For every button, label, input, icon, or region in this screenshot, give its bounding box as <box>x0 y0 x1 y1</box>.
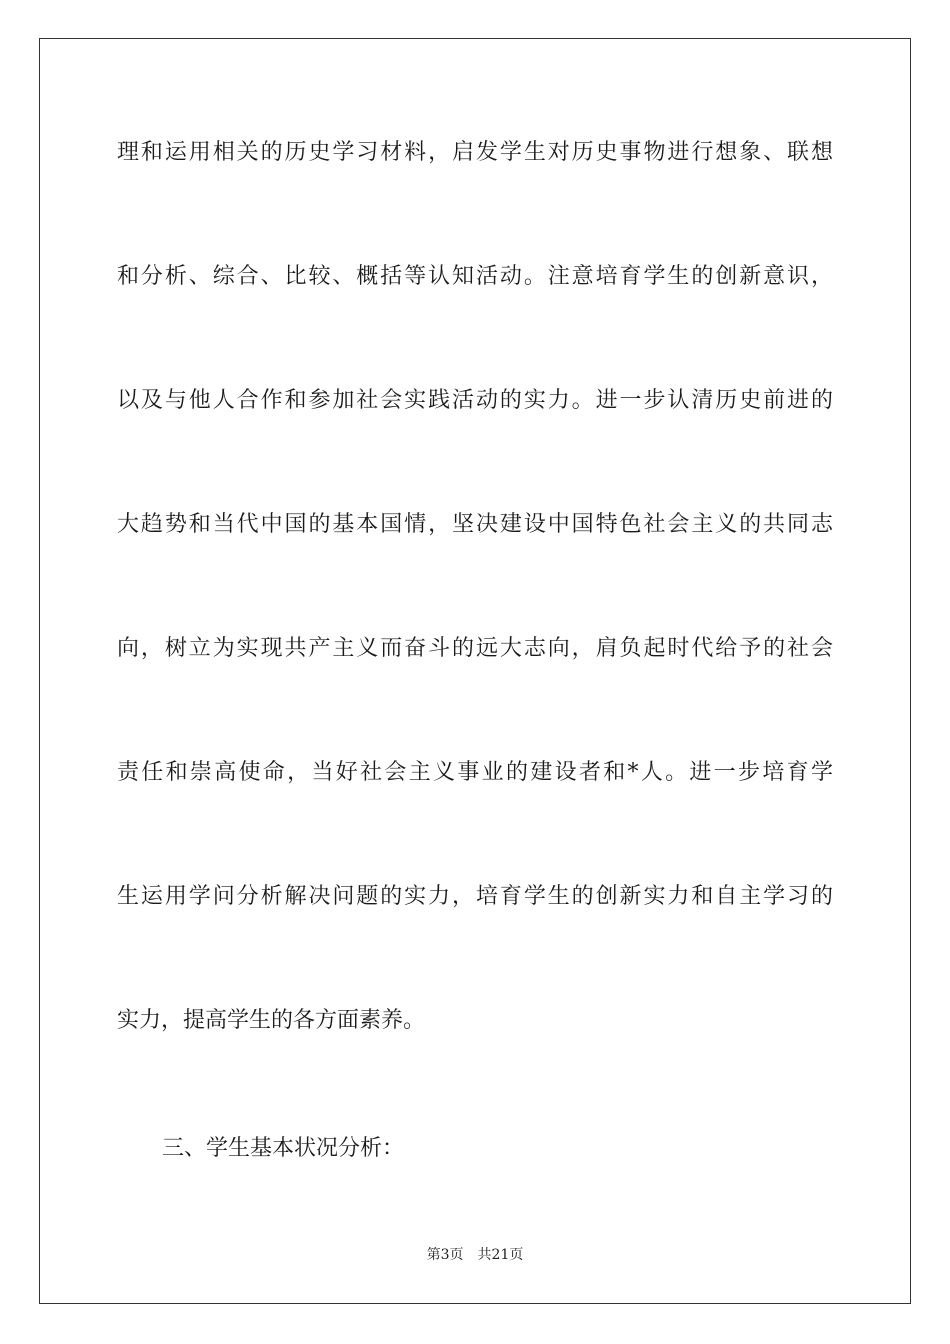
paragraph-line: 以及与他人合作和参加社会实践活动的实力。进一步认清历史前进的 <box>117 388 833 413</box>
paragraph-line: 生运用学问分析解决问题的实力，培育学生的创新实力和自主学习的 <box>117 884 833 909</box>
paragraph-line: 实力，提高学生的各方面素养。 <box>117 1008 426 1033</box>
paragraph-line: 和分析、综合、比较、概括等认知活动。注意培育学生的创新意识， <box>117 264 833 289</box>
page-number: 第3页 <box>426 1247 464 1263</box>
page-frame <box>39 38 911 1304</box>
page-total: 共21页 <box>477 1247 524 1263</box>
page-footer <box>0 1245 950 1265</box>
section-heading: 三、学生基本状况分析： <box>162 1136 405 1161</box>
paragraph-line: 向，树立为实现共产主义而奋斗的远大志向，肩负起时代给予的社会 <box>117 636 833 661</box>
paragraph-line: 责任和崇高使命，当好社会主义事业的建设者和*人。进一步培育学 <box>117 760 833 785</box>
paragraph-line: 大趋势和当代中国的基本国情，坚决建设中国特色社会主义的共同志 <box>117 512 833 537</box>
paragraph-line: 理和运用相关的历史学习材料，启发学生对历史事物进行想象、联想 <box>117 140 833 165</box>
